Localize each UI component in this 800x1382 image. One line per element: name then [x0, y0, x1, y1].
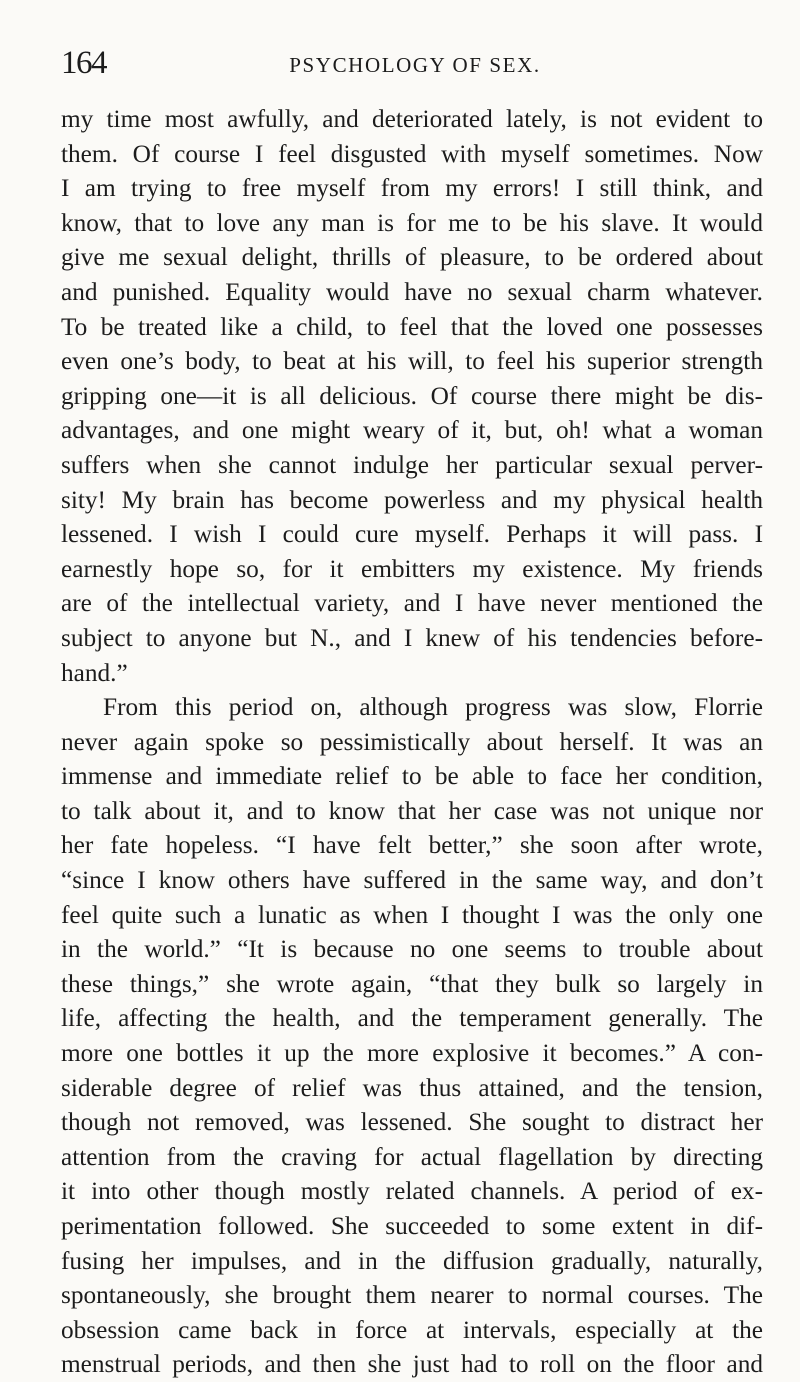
text-line: advantages, and one might weary of it, but, oh! what a woman — [61, 416, 763, 445]
page-number: 164 — [61, 45, 106, 81]
text-line: are of the intellectual variety, and I have never mentioned the — [61, 589, 763, 618]
text-line: and punished. Equality would have no sexual charm whatever. — [61, 277, 763, 306]
text-line: gripping one—it is all delicious. Of course there might be dis- — [61, 381, 763, 410]
text-line: lessened. I wish I could cure myself. Perhaps it will pass. I — [61, 520, 763, 549]
text-line: sity! My brain has become powerless and my physical health — [61, 485, 763, 514]
text-line: To be treated like a child, to feel that the loved one possesses — [61, 312, 763, 341]
text-line: suffers when she cannot indulge her particular sexual perver- — [61, 450, 763, 479]
text-line: life, affecting the health, and the temperament generally. The — [61, 1004, 763, 1033]
text-line: attention from the craving for actual flagellation by directing — [61, 1142, 763, 1171]
text-line: subject to anyone but N., and I knew of his tendencies before- — [61, 623, 763, 652]
text-line: know, that to love any man is for me to be his slave. It would — [61, 208, 763, 237]
body-text — [61, 102, 763, 1382]
text-line: earnestly hope so, for it embitters my existence. My friends — [61, 554, 763, 583]
text-line: her fate hopeless. “I have felt better,” she soon after wrote, — [61, 831, 763, 860]
text-line: to talk about it, and to know that her case was not unique nor — [61, 796, 763, 825]
text-line: menstrual periods, and then she just had to roll on the floor and — [61, 1350, 763, 1379]
text-line: I am trying to free myself from my errors! I still think, and — [61, 174, 763, 203]
text-line: immense and immediate relief to be able to face her condition, — [61, 762, 763, 791]
text-line: obsession came back in force at intervals, especially at the — [61, 1315, 763, 1344]
text-line: these things,” she wrote again, “that they bulk so largely in — [61, 969, 763, 998]
text-line: never again spoke so pessimistically about herself. It was an — [61, 727, 763, 756]
text-line: “since I know others have suffered in the same way, and don’t — [61, 866, 763, 895]
text-line: fusing her impulses, and in the diffusion gradually, naturally, — [61, 1246, 763, 1275]
text-line: though not removed, was lessened. She sought to distract her — [61, 1108, 763, 1137]
text-line: more one bottles it up the more explosive it becomes.” A con- — [61, 1039, 763, 1068]
text-line: spontaneously, she brought them nearer to normal courses. The — [61, 1281, 763, 1310]
text-line: my time most awfully, and deteriorated lately, is not evident to — [61, 105, 763, 133]
running-title: PSYCHOLOGY OF SEX. — [289, 53, 541, 77]
paragraph-first-line: From this period on, although progress was slow, Florrie — [103, 693, 763, 722]
running-head — [61, 43, 763, 83]
text-line: siderable degree of relief was thus attained, and the tension, — [61, 1073, 763, 1102]
text-line: give me sexual delight, thrills of pleasure, to be ordered about — [61, 243, 763, 272]
text-line: even one’s body, to beat at his will, to feel his superior strength — [61, 347, 763, 376]
text-line: feel quite such a lunatic as when I thought I was the only one — [61, 900, 763, 929]
text-line: it into other though mostly related channels. A period of ex- — [61, 1177, 763, 1206]
text-line: perimentation followed. She succeeded to some extent in dif- — [61, 1212, 763, 1240]
paragraph-last-line: hand.” — [61, 658, 128, 687]
text-line: in the world.” “It is because no one seems to trouble about — [61, 935, 763, 964]
text-line: them. Of course I feel disgusted with myself sometimes. Now — [61, 139, 763, 168]
